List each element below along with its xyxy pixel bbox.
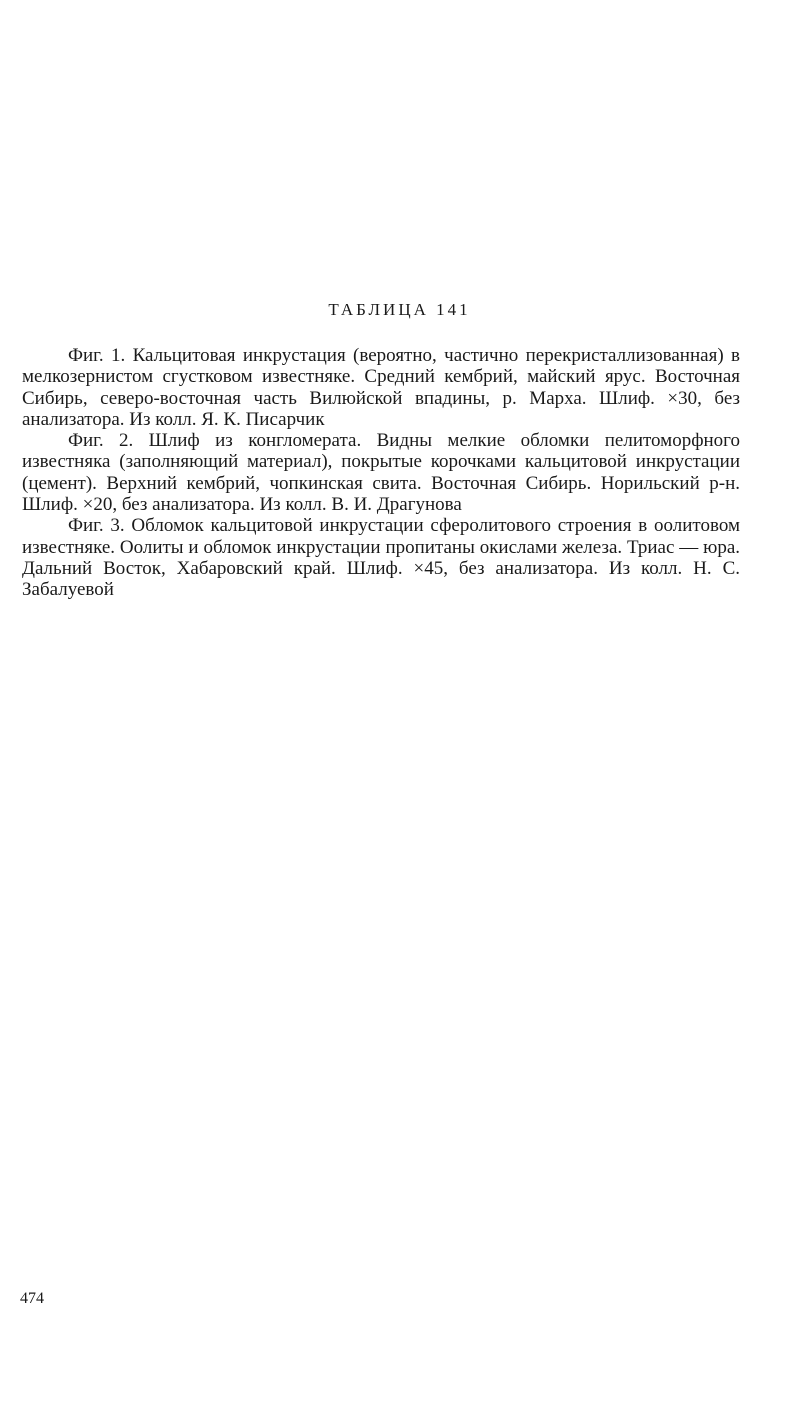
figure-caption-3: Фиг. 3. Обломок кальцитовой инкрустации сферолитового строения в оолитовом известняке. Оолиты и обломок инкрустации пропитаны окислами железа. Триас — юра. Дальний Восток, Хабаровский край. Шлиф. ×45, без анализатора. Из колл. Н. С. Забалуевой xyxy=(22,515,740,601)
figure-caption-2: Фиг. 2. Шлиф из конгломерата. Видны мелкие обломки пелитоморфного известняка (заполняющий материал), покрытые корочками кальцитовой инкрустации (цемент). Верхний кембрий, чопкинская свита. Восточная Сибирь. Норильский р-н. Шлиф. ×20, без анализатора. Из колл. В. И. Драгунова xyxy=(22,430,740,516)
page-number: 474 xyxy=(20,1290,44,1307)
figure-captions xyxy=(22,345,740,601)
table-title: ТАБЛИЦА 141 xyxy=(328,300,471,319)
figure-caption-1: Фиг. 1. Кальцитовая инкрустация (вероятно, частично перекристаллизованная) в мелкозернистом сгустковом известняке. Средний кембрий, майский ярус. Восточная Сибирь, северо-восточная часть Вилюйской впадины, р. Марха. Шлиф. ×30, без анализатора. Из колл. Я. К. Писарчик xyxy=(22,345,740,430)
